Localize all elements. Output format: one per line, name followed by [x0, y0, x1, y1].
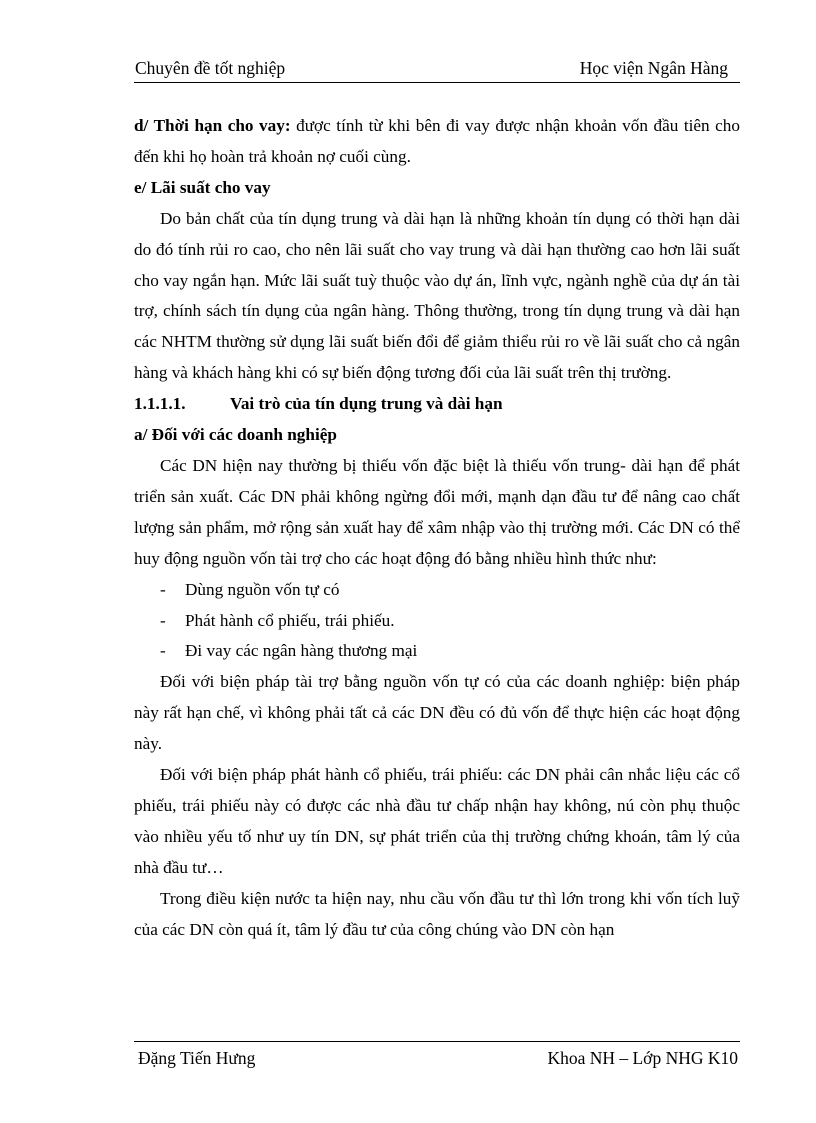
bullet-dash: -	[160, 641, 166, 661]
list-item	[134, 636, 740, 667]
header-document-type: Chuyên đề tốt nghiệp	[135, 58, 286, 78]
list-item-text: Đi vay các ngân hàng thương mại	[185, 641, 418, 661]
page-content	[134, 111, 740, 945]
list-item-text: Phát hành cổ phiếu, trái phiếu.	[185, 610, 395, 630]
footer-class: Khoa NH – Lớp NHG K10	[547, 1048, 738, 1068]
paragraph-current-conditions: Trong điều kiện nước ta hiện nay, nhu cầu vốn đầu tư thì lớn trong khi vốn tích luỹ của các DN còn quá ít, tâm lý đầu tư của công chúng vào DN còn hạn	[134, 888, 740, 939]
loan-term-label: d/ Thời hạn cho vay:	[134, 116, 291, 135]
paragraph-share-issuance: Đối với biện pháp phát hành cổ phiếu, trái phiếu: các DN phải cân nhắc liệu các cổ phiếu, trái phiếu này có được các nhà đầu tư chấp nhận hay không, nú còn phụ thuộc vào nhiều yếu tố như uy tín DN, sự phát triển của thị trường chứng khoán, tâm lý của nhà đầu tư…	[134, 765, 740, 877]
section-heading	[134, 389, 740, 420]
paragraph-interest-rate: Do bản chất của tín dụng trung và dài hạn là những khoản tín dụng có thời hạn dài do đó tính rủi ro cao, cho nên lãi suất cho vay trung và dài hạn thường cao hơn lãi suất cho vay ngắn hạn. Mức lãi suất tuỳ thuộc vào dự án, lĩnh vực, ngành nghề của dự án tài trợ, chính sách tín dụng của ngân hàng. Thông thường, trong tín dụng trung và dài hạn các NHTM thường sử dụng lãi suất biến đổi để giảm thiểu rủi ro về lãi suất cho cả ngân hàng và khách hàng khi có sự biến động tương đối của lãi suất trên thị trường.	[134, 208, 740, 383]
list-item	[134, 575, 740, 606]
section-title: Vai trò của tín dụng trung và dài hạn	[230, 394, 503, 414]
list-item	[134, 606, 740, 637]
paragraph-business-capital: Các DN hiện nay thường bị thiếu vốn đặc biệt là thiếu vốn trung- dài hạn để phát triển sản xuất. Các DN phải không ngừng đổi mới, mạnh dạn đầu tư để nâng cao chất lượng sản phẩm, mở rộng sản xuất hay để xâm nhập vào thị trường mới. Các DN có thể huy động nguồn vốn tài trợ cho các hoạt động đó bằng nhiều hình thức như:	[134, 455, 740, 568]
bullet-dash: -	[160, 579, 166, 599]
paragraph-loan-term	[134, 111, 740, 173]
header-institution: Học viện Ngân Hàng	[579, 58, 728, 78]
section-number: 1.1.1.1.	[134, 394, 186, 414]
paragraph-own-capital: Đối với biện pháp tài trợ bằng nguồn vốn tự có của các doanh nghiệp: biện pháp này rất hạn chế, vì không phải tất cả các DN đều có đủ vốn để thực hiện các hoạt động này.	[134, 672, 740, 754]
page-footer	[134, 1041, 740, 1072]
bullet-dash: -	[160, 610, 166, 630]
footer-author: Đặng Tiến Hưng	[138, 1048, 256, 1068]
loan-term-text: được tính từ khi bên đi vay được nhận khoản vốn đầu tiên cho đến khi họ hoàn trả khoản nợ cuối cùng.	[134, 116, 740, 166]
heading-for-businesses: a/ Đối với các doanh nghiệp	[134, 425, 337, 445]
heading-interest-rate: e/ Lãi suất cho vay	[134, 177, 271, 197]
page-header	[134, 56, 740, 83]
list-item-text: Dùng nguồn vốn tự có	[185, 579, 340, 599]
